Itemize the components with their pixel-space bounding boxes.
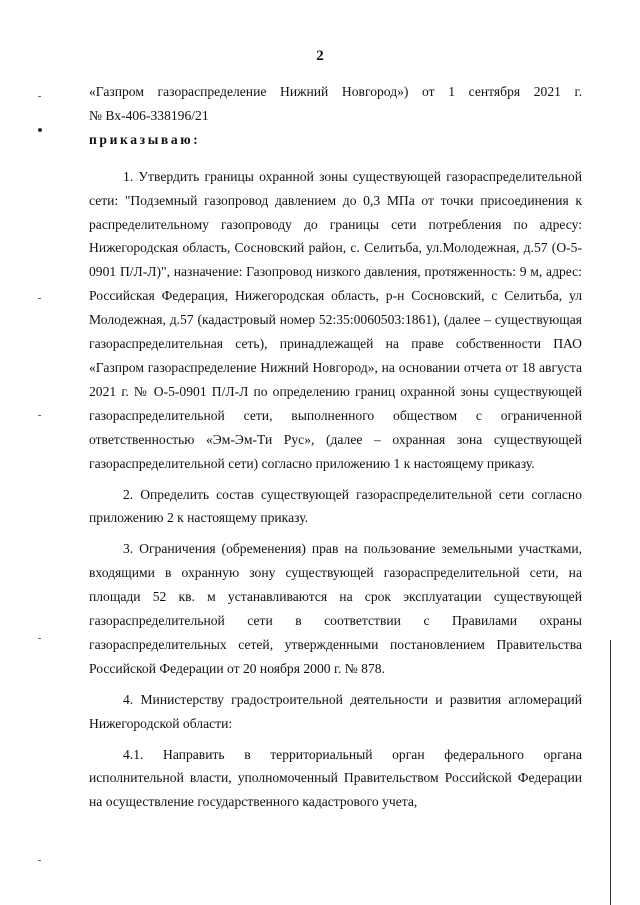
margin-mark <box>38 298 41 299</box>
margin-mark <box>38 638 41 639</box>
paragraph-4: 4. Министерству градостроительной деятельности и развития агломераций Нижегородской области: <box>89 691 582 731</box>
order-heading: приказываю: <box>89 131 201 147</box>
paragraph-4-1: 4.1. Направить в территориальный орган федерального органа исполнительной власти, уполномоченный Правительством Российской Федерации на осуществление государственного кадастрового учета, <box>89 746 582 810</box>
page-number: 2 <box>316 48 324 64</box>
paragraph-2: 2. Определить состав существующей газораспределительной сети согласно приложению 2 к настоящему приказу. <box>89 486 582 526</box>
paragraph-1: 1. Утвердить границы охранной зоны существующей газораспределительной сети: "Подземный газопровод давлением до 0,3 МПа от точки присоединения к распределительному газопроводу до границы сети потребления по адресу: Нижегородская область, Сосновский район, с. Селитьба, ул.Молодежная, д.57 (О-5-0901 П/Л-Л)", назначение: Газопровод низкого давления, протяженность: 9 м, адрес: Российская Федерация, Нижегородская область, р-н Сосновский, с Селитьба, ул Молодежная, д.57 (кадастровый номер 52:35:0060503:1861), (далее – существующая газораспределительная сеть), принадлежащей на праве собственности ПАО «Газпром газораспределение Нижний Новгород», на основании отчета от 18 августа 2021 г. № О-5-0901 П/Л-Л по определению границ охранной зоны существующей газораспределительной сети, выполненного обществом с ограниченной ответственностью «Эм-Эм-Ти Рус», (далее – охранная зона существующей газораспределительной сети) согласно приложению 1 к настоящему приказу. <box>89 168 582 471</box>
margin-mark <box>38 415 41 416</box>
scan-edge-line <box>610 640 611 905</box>
margin-mark <box>38 860 41 861</box>
paragraph-3: 3. Ограничения (обременения) прав на пользование земельными участками, входящими в охранную зону существующей газораспределительной сети, на площади 52 кв. м устанавливаются на срок эксплуатации существующей газораспределительной сети в соответствии с Правилами охраны газораспределительных сетей, утвержденными постановлением Правительства Российской Федерации от 20 ноября 2000 г. № 878. <box>89 541 582 676</box>
margin-mark <box>38 96 41 97</box>
document-body <box>89 80 582 814</box>
intro-line: «Газпром газораспределение Нижний Новгород») от 1 сентября 2021 г. <box>89 84 582 99</box>
intro-reference: № Вх-406-338196/21 <box>89 107 209 123</box>
margin-dot <box>38 128 42 132</box>
